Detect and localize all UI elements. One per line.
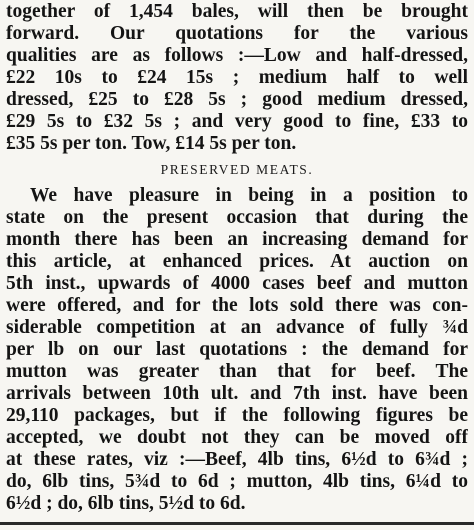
- column-rule: [0, 522, 474, 525]
- text-line: state on the present occasion that during the: [6, 207, 468, 228]
- text-line: dressed, £25 to £28 5s ; good medium dressed,: [6, 89, 468, 110]
- text-line: accepted, we doubt not they can be moved off: [6, 427, 468, 448]
- text-line: We have pleasure in being in a position to: [30, 185, 468, 206]
- text-line: were offered, and for the lots sold there was con-: [6, 295, 468, 316]
- text-line: this article, at enhanced prices. At auction on: [6, 251, 468, 272]
- text-line: 6½d ; do, 6lb tins, 5½d to 6d.: [6, 493, 246, 514]
- text-line: £22 10s to £24 15s ; medium half to well: [6, 67, 468, 88]
- text-line: forward. Our quotations for the various: [6, 23, 468, 44]
- text-line: 5th inst., upwards of 4000 cases beef and mutton: [6, 273, 468, 294]
- text-line: qualities are as follows :—Low and half-dressed,: [6, 45, 468, 66]
- text-line: £35 5s per ton. Tow, £14 5s per ton.: [6, 133, 297, 154]
- text-line: £29 5s to £32 5s ; and very good to fine, £33 to: [6, 111, 468, 132]
- text-line: together of 1,454 bales, will then be brought: [6, 1, 468, 22]
- text-line: siderable competition at an advance of fully ¾d: [6, 317, 468, 338]
- text-line: mutton was greater than that for beef. The: [6, 361, 468, 382]
- text-line: at these rates, viz :—Beef, 4lb tins, 6½d to 6¾d ;: [6, 449, 468, 470]
- text-line: do, 6lb tins, 5¾d to 6d ; mutton, 4lb tins, 6¼d to: [6, 471, 468, 492]
- text-line: arrivals between 10th ult. and 7th inst. have been: [6, 383, 468, 404]
- text-line: month there has been an increasing demand for: [6, 229, 468, 250]
- text-line: per lb on our last quotations : the demand for: [6, 339, 468, 360]
- text-line: 29,110 packages, but if the following figures be: [6, 405, 468, 426]
- section-heading: PRESERVED MEATS.: [160, 162, 314, 177]
